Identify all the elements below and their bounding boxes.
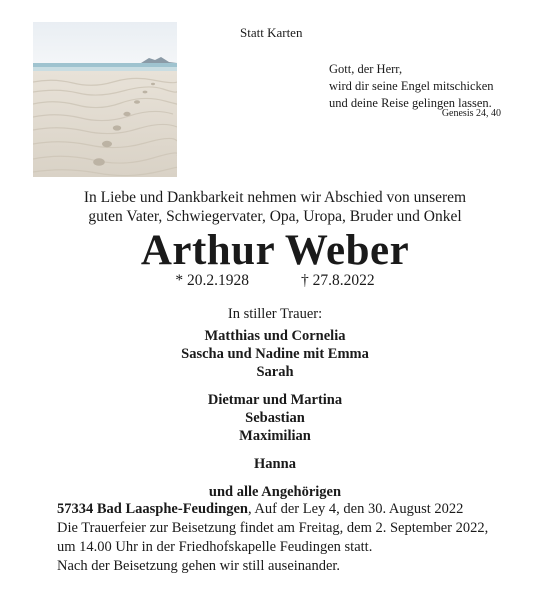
mourner-group <box>0 483 550 501</box>
funeral-details <box>57 500 527 576</box>
mourner-name: und alle Angehörigen <box>208 484 342 500</box>
beach-footprints-photo <box>33 22 177 177</box>
deceased-name: Arthur Weber <box>140 227 410 274</box>
mourner-group <box>0 455 550 473</box>
place-name: 57334 Bad Laasphe-Feudingen <box>57 501 248 517</box>
details-line: Die Trauerfeier zur Beisetzung findet am Freitag, dem 2. September 2022, <box>57 520 489 536</box>
bible-verse <box>329 61 529 112</box>
mourner-name: Maximilian <box>239 428 311 444</box>
mourner-name: Matthias und Cornelia <box>204 328 346 344</box>
verse-line: wird dir seine Engel mitschicken <box>329 79 494 93</box>
address-line <box>57 500 527 519</box>
intro-line: guten Vater, Schwiegervater, Opa, Uropa, Bruder und Onkel <box>88 208 462 225</box>
life-dates <box>0 272 550 290</box>
mourner-name: Dietmar und Martina <box>207 392 343 408</box>
mourners-list <box>0 327 550 511</box>
verse-source: Genesis 24, 40 <box>441 108 501 119</box>
mourner-name: Hanna <box>254 456 296 472</box>
intro-line: In Liebe und Dankbarkeit nehmen wir Abschied von unserem <box>83 189 467 206</box>
intro-text <box>0 188 550 226</box>
birth-date: * 20.2.1928 <box>175 272 249 289</box>
statt-karten-label: Statt Karten <box>240 25 303 40</box>
details-line: Nach der Beisetzung gehen wir still auseinander. <box>57 558 341 574</box>
mourner-name: Sascha und Nadine mit Emma <box>181 346 369 362</box>
mourner-group <box>0 391 550 445</box>
death-date: † 27.8.2022 <box>301 272 375 289</box>
mourner-group <box>0 327 550 381</box>
mourning-heading: In stiller Trauer: <box>227 306 323 322</box>
mourner-name: Sebastian <box>245 410 305 426</box>
verse-line: Gott, der Herr, <box>329 62 403 76</box>
address-date: , Auf der Ley 4, den 30. August 2022 <box>247 501 464 517</box>
verse-line: und deine Reise gelingen lassen. <box>329 96 492 110</box>
mourner-name: Sarah <box>256 364 294 380</box>
details-line: um 14.00 Uhr in der Friedhofskapelle Feudingen statt. <box>57 539 373 555</box>
